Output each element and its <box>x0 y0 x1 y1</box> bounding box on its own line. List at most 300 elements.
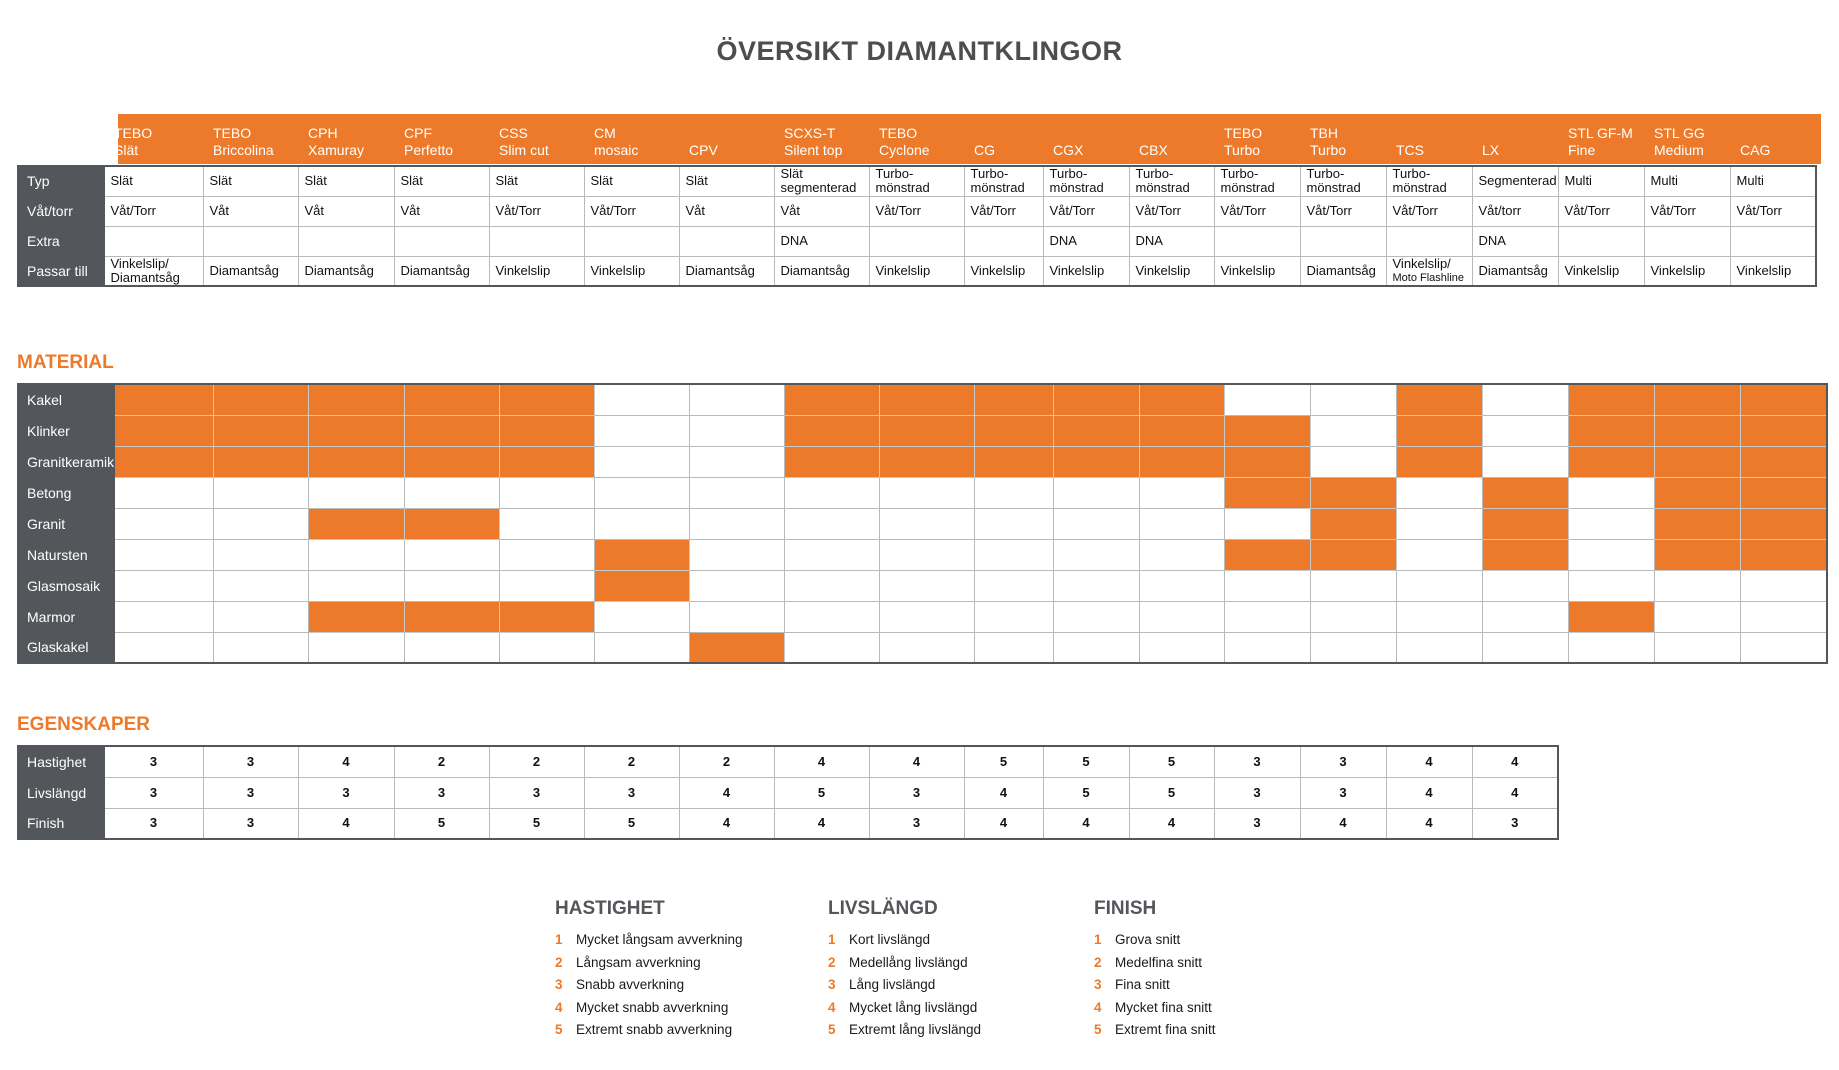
spec-cell <box>584 166 679 196</box>
product-header <box>1396 125 1424 159</box>
rating-cell: 3 <box>584 777 679 808</box>
material-cell-empty <box>595 477 690 508</box>
material-cell-empty <box>1054 601 1140 632</box>
egenskap-row <box>18 777 1558 808</box>
material-cell-empty <box>500 570 595 601</box>
material-row <box>18 477 1827 508</box>
cell-line1: Våt/Torr <box>1564 203 1611 218</box>
egenskaper-table <box>17 745 1559 840</box>
spec-cell <box>394 166 489 196</box>
cell-line1: Vinkelslip <box>875 262 931 278</box>
rating-cell: 3 <box>104 746 203 777</box>
material-cell-empty <box>500 539 595 570</box>
legend-item <box>828 932 981 955</box>
cell-line1: Våt/Torr <box>970 203 1017 218</box>
rating-cell: 3 <box>1214 777 1300 808</box>
material-cell-empty <box>880 570 975 601</box>
spec-cell <box>1043 166 1129 196</box>
material-cell-suitable <box>690 632 785 663</box>
spec-cell <box>869 226 964 256</box>
material-cell-suitable <box>785 384 880 415</box>
spec-cell <box>869 256 964 286</box>
spec-row <box>18 226 1816 256</box>
cell-line1: Våt <box>209 203 230 218</box>
material-cell-empty <box>785 508 880 539</box>
material-cell-suitable <box>1569 384 1655 415</box>
material-cell-empty <box>690 415 785 446</box>
spec-cell <box>489 226 584 256</box>
legend-number: 2 <box>1094 954 1102 970</box>
material-cell-empty <box>1140 508 1225 539</box>
spec-cell <box>964 196 1043 226</box>
material-cell-empty <box>214 508 309 539</box>
spec-cell <box>1472 256 1558 286</box>
product-name-line1: CSS <box>499 125 528 141</box>
material-cell-empty <box>690 601 785 632</box>
legend-item <box>555 955 743 978</box>
material-cell-empty <box>405 477 500 508</box>
material-cell-suitable <box>1655 384 1741 415</box>
material-cell-suitable <box>1225 477 1311 508</box>
spec-cell <box>1214 226 1300 256</box>
legend-number: 5 <box>828 1022 836 1037</box>
material-cell-empty <box>309 477 405 508</box>
row-label: Glasmosaik <box>18 570 115 601</box>
material-cell-suitable <box>1655 508 1741 539</box>
material-cell-suitable <box>975 384 1054 415</box>
cell-line2: mönstrad <box>1306 180 1361 196</box>
product-name-line2: Fine <box>1568 142 1596 158</box>
cell-line2: mönstrad <box>1049 180 1104 196</box>
material-cell-suitable <box>115 446 214 477</box>
rating-cell: 5 <box>964 746 1043 777</box>
legend-title: LIVSLÄNGD <box>828 898 938 919</box>
material-cell-suitable <box>1397 446 1483 477</box>
row-label: Typ <box>18 166 104 196</box>
cell-line1: Turbo- <box>1220 166 1259 182</box>
material-cell-empty <box>975 632 1054 663</box>
material-cell-empty <box>690 570 785 601</box>
material-cell-empty <box>309 632 405 663</box>
cell-line2: mönstrad <box>970 180 1025 196</box>
material-cell-suitable <box>405 601 500 632</box>
material-cell-empty <box>309 539 405 570</box>
cell-line1: Turbo- <box>1306 166 1345 182</box>
product-name-line2: LX <box>1482 142 1500 158</box>
cell-line1: Slät <box>590 173 613 189</box>
material-cell-suitable <box>1655 415 1741 446</box>
spec-cell <box>1558 226 1644 256</box>
material-cell-suitable <box>1741 508 1827 539</box>
legend-item <box>1094 977 1216 1000</box>
rating-cell: 4 <box>679 777 774 808</box>
material-cell-empty <box>880 508 975 539</box>
material-cell-empty <box>1311 601 1397 632</box>
cell-line1: Diamantsåg <box>1478 262 1548 278</box>
product-name-line1 <box>974 125 995 142</box>
legend-hastighet <box>555 898 743 1045</box>
spec-cell <box>1644 196 1730 226</box>
material-cell-suitable <box>1225 415 1311 446</box>
material-cell-empty <box>1569 632 1655 663</box>
material-cell-suitable <box>500 384 595 415</box>
material-cell-empty <box>1483 570 1569 601</box>
rating-cell: 5 <box>1129 777 1214 808</box>
material-table <box>17 383 1828 664</box>
legend-item <box>828 955 981 978</box>
legend-item <box>1094 932 1216 955</box>
row-label: Granitkeramik <box>18 446 115 477</box>
material-row <box>18 446 1827 477</box>
material-cell-empty <box>1483 446 1569 477</box>
legend-number: 4 <box>555 999 563 1015</box>
legend-livslängd <box>828 898 981 1045</box>
spec-cell <box>1472 196 1558 226</box>
product-name-line2: Silent top <box>784 142 843 158</box>
material-cell-suitable <box>1655 539 1741 570</box>
rating-cell: 5 <box>1043 746 1129 777</box>
cell-line1: Våt/torr <box>1478 203 1522 218</box>
spec-cell <box>1386 256 1472 286</box>
product-name-line2: Cyclone <box>879 142 930 158</box>
spec-cell <box>774 256 869 286</box>
material-cell-empty <box>1483 415 1569 446</box>
spec-cell <box>203 256 298 286</box>
material-cell-empty <box>1397 539 1483 570</box>
material-cell-empty <box>975 477 1054 508</box>
rating-cell: 2 <box>584 746 679 777</box>
material-cell-suitable <box>309 601 405 632</box>
material-cell-suitable <box>1397 384 1483 415</box>
material-cell-empty <box>1225 384 1311 415</box>
material-cell-empty <box>1054 477 1140 508</box>
material-cell-empty <box>690 508 785 539</box>
material-cell-empty <box>1311 384 1397 415</box>
material-cell-empty <box>1054 539 1140 570</box>
material-cell-empty <box>1311 570 1397 601</box>
cell-line1: Multi <box>1564 173 1592 189</box>
product-name-line1 <box>1482 125 1499 142</box>
material-cell-empty <box>880 632 975 663</box>
spec-cell <box>1644 226 1730 256</box>
material-row <box>18 415 1827 446</box>
material-cell-empty <box>500 632 595 663</box>
material-cell-suitable <box>785 415 880 446</box>
material-cell-empty <box>690 539 785 570</box>
rating-cell: 3 <box>1214 808 1300 839</box>
material-cell-empty <box>1225 601 1311 632</box>
material-cell-suitable <box>1054 415 1140 446</box>
product-name-line1: CM <box>594 125 616 141</box>
material-cell-empty <box>115 508 214 539</box>
rating-cell: 3 <box>1472 808 1558 839</box>
cell-line1: Vinkelslip/ <box>110 256 169 271</box>
cell-line1: Multi <box>1650 173 1678 189</box>
cell-line2: mönstrad <box>1392 180 1447 196</box>
rating-cell: 4 <box>1300 808 1386 839</box>
rating-cell: 2 <box>679 746 774 777</box>
product-header <box>974 125 995 159</box>
spec-cell <box>1558 256 1644 286</box>
rating-cell: 3 <box>1214 746 1300 777</box>
material-cell-empty <box>1397 632 1483 663</box>
spec-cell <box>1300 166 1386 196</box>
material-cell-suitable <box>1655 477 1741 508</box>
material-cell-suitable <box>214 446 309 477</box>
rating-cell: 3 <box>489 777 584 808</box>
spec-cell <box>394 196 489 226</box>
rating-cell: 4 <box>1386 777 1472 808</box>
material-cell-empty <box>975 508 1054 539</box>
rating-cell: 5 <box>1043 777 1129 808</box>
cell-line1: Våt <box>400 203 421 218</box>
material-cell-empty <box>785 601 880 632</box>
material-cell-empty <box>115 632 214 663</box>
legend-number: 5 <box>555 1022 563 1037</box>
rating-cell: 4 <box>964 777 1043 808</box>
material-cell-suitable <box>1225 539 1311 570</box>
material-cell-empty <box>785 632 880 663</box>
cell-line1: Multi <box>1736 173 1764 189</box>
cell-line1: Diamantsåg <box>780 262 850 278</box>
material-cell-suitable <box>1483 539 1569 570</box>
product-header-band <box>118 114 1821 164</box>
rating-cell: 5 <box>394 808 489 839</box>
spec-cell <box>1214 256 1300 286</box>
cell-line1: Vinkelslip <box>1220 262 1276 278</box>
spec-cell <box>1386 196 1472 226</box>
material-cell-empty <box>975 601 1054 632</box>
material-cell-empty <box>1397 477 1483 508</box>
legend-number: 5 <box>1094 1022 1102 1037</box>
material-cell-suitable <box>975 446 1054 477</box>
rating-cell: 4 <box>869 746 964 777</box>
material-cell-empty <box>880 539 975 570</box>
cell-line2: mönstrad <box>1135 180 1190 196</box>
material-cell-empty <box>975 570 1054 601</box>
legend-number: 1 <box>1094 932 1102 947</box>
rating-cell: 5 <box>584 808 679 839</box>
legend-number: 3 <box>828 977 836 992</box>
cell-line1: Våt/Torr <box>1220 203 1267 218</box>
spec-cell <box>679 226 774 256</box>
spec-cell <box>964 256 1043 286</box>
row-label: Klinker <box>18 415 115 446</box>
row-label: Granit <box>18 508 115 539</box>
egenskaper-section-title: EGENSKAPER <box>17 714 151 735</box>
material-cell-empty <box>1655 632 1741 663</box>
rating-cell: 3 <box>869 808 964 839</box>
spec-cell <box>1730 166 1816 196</box>
egenskap-row <box>18 808 1558 839</box>
rating-cell: 4 <box>1386 808 1472 839</box>
spec-row <box>18 256 1816 286</box>
rating-cell: 5 <box>774 777 869 808</box>
material-cell-suitable <box>1054 446 1140 477</box>
material-cell-suitable <box>1483 477 1569 508</box>
egenskap-row <box>18 746 1558 777</box>
product-header <box>784 125 842 159</box>
spec-row <box>18 166 1816 196</box>
material-cell-suitable <box>595 539 690 570</box>
product-header <box>1224 125 1262 159</box>
material-cell-suitable <box>214 384 309 415</box>
material-cell-empty <box>1397 508 1483 539</box>
legend-text: Snabb avverkning <box>576 977 685 992</box>
cell-line1: Vinkelslip <box>1736 262 1792 278</box>
cell-line1: Våt <box>304 203 325 218</box>
spec-cell <box>1300 226 1386 256</box>
material-row <box>18 601 1827 632</box>
rating-cell: 2 <box>394 746 489 777</box>
spec-cell <box>489 196 584 226</box>
material-cell-empty <box>214 632 309 663</box>
product-name-line2: Turbo <box>1224 142 1261 158</box>
product-header <box>1053 125 1083 159</box>
legend-text: Grova snitt <box>1115 932 1181 947</box>
row-label: Extra <box>18 226 104 256</box>
legend-text: Mycket fina snitt <box>1115 999 1212 1015</box>
material-cell-empty <box>880 477 975 508</box>
spec-cell <box>1214 196 1300 226</box>
cell-line1: Vinkelslip <box>495 262 551 278</box>
material-cell-suitable <box>115 384 214 415</box>
spec-cell <box>1730 196 1816 226</box>
material-cell-suitable <box>1483 508 1569 539</box>
material-cell-suitable <box>1655 446 1741 477</box>
cell-line1: Turbo- <box>1135 166 1174 182</box>
spec-cell <box>1129 256 1214 286</box>
rating-cell: 3 <box>869 777 964 808</box>
cell-line1: Slät <box>495 173 518 189</box>
cell-line1: Turbo- <box>970 166 1009 182</box>
spec-cell <box>584 256 679 286</box>
row-label: Marmor <box>18 601 115 632</box>
material-cell-empty <box>1054 632 1140 663</box>
cell-line1: DNA <box>1478 233 1506 248</box>
cell-line2: mönstrad <box>1220 180 1275 196</box>
material-cell-empty <box>214 477 309 508</box>
material-cell-empty <box>1569 539 1655 570</box>
cell-line1: DNA <box>780 233 808 248</box>
spec-cell <box>1043 196 1129 226</box>
cell-line1: DNA <box>1135 233 1163 248</box>
material-cell-suitable <box>880 415 975 446</box>
cell-line1: Våt/Torr <box>1392 203 1439 218</box>
material-cell-suitable <box>880 446 975 477</box>
spec-cell <box>1129 196 1214 226</box>
legend-item <box>828 1000 981 1023</box>
product-name-line2: Slät <box>114 142 139 158</box>
rating-cell: 4 <box>964 808 1043 839</box>
material-cell-empty <box>1397 601 1483 632</box>
spec-cell <box>774 196 869 226</box>
legend-number: 4 <box>1094 999 1102 1015</box>
spec-cell <box>203 166 298 196</box>
material-cell-empty <box>309 570 405 601</box>
spec-cell <box>1300 256 1386 286</box>
spec-row <box>18 196 1816 226</box>
product-name-line2: CAG <box>1740 142 1771 158</box>
rating-cell: 3 <box>203 746 298 777</box>
cell-line1: Slät <box>780 166 803 182</box>
legend-item <box>555 977 743 1000</box>
product-name-line2: Slim cut <box>499 142 549 158</box>
material-cell-empty <box>115 570 214 601</box>
cell-line1: Turbo- <box>1049 166 1088 182</box>
material-cell-empty <box>1140 477 1225 508</box>
material-cell-empty <box>1140 632 1225 663</box>
row-label: Hastighet <box>18 746 104 777</box>
cell-line1: Våt <box>780 203 801 218</box>
product-header <box>1310 125 1346 159</box>
spec-cell <box>104 166 203 196</box>
cell-line1: Diamantsåg <box>1306 262 1376 278</box>
material-cell-suitable <box>405 508 500 539</box>
material-cell-empty <box>690 384 785 415</box>
spec-cell <box>298 256 394 286</box>
cell-line1: Slät <box>304 173 327 189</box>
row-label: Passar till <box>18 256 104 286</box>
product-name-line1: TEBO <box>1224 125 1263 141</box>
material-cell-empty <box>1741 570 1827 601</box>
legend-number: 1 <box>828 932 836 947</box>
material-cell-suitable <box>309 508 405 539</box>
product-header <box>1654 125 1705 159</box>
spec-cell <box>679 196 774 226</box>
material-cell-empty <box>595 632 690 663</box>
spec-cell <box>104 196 203 226</box>
spec-cell <box>584 196 679 226</box>
product-name-line1: STL GG <box>1654 125 1705 141</box>
cell-line1: Våt/Torr <box>1650 203 1697 218</box>
material-cell-empty <box>1225 632 1311 663</box>
product-name-line2: CG <box>974 142 995 158</box>
material-cell-suitable <box>1311 508 1397 539</box>
spec-cell <box>584 226 679 256</box>
material-cell-empty <box>975 539 1054 570</box>
rating-cell: 4 <box>1472 777 1558 808</box>
legend-title: FINISH <box>1094 898 1157 919</box>
spec-cell <box>489 166 584 196</box>
material-cell-empty <box>214 570 309 601</box>
product-name-line2: CBX <box>1139 142 1168 158</box>
cell-line1: Diamantsåg <box>209 262 279 278</box>
cell-line1: Våt <box>685 203 706 218</box>
product-name-line2: Perfetto <box>404 142 454 158</box>
spec-cell <box>1386 226 1472 256</box>
material-cell-empty <box>1483 601 1569 632</box>
material-cell-empty <box>1655 570 1741 601</box>
material-cell-suitable <box>1140 384 1225 415</box>
material-cell-suitable <box>1569 601 1655 632</box>
material-cell-empty <box>115 601 214 632</box>
row-label: Våt/torr <box>18 196 104 226</box>
product-name-line1: TEBO <box>879 125 918 141</box>
spec-cell <box>298 196 394 226</box>
legend-item <box>828 1022 981 1045</box>
material-cell-empty <box>785 539 880 570</box>
legend-number: 2 <box>555 954 563 970</box>
row-label: Glaskakel <box>18 632 115 663</box>
product-header <box>404 125 453 159</box>
material-cell-suitable <box>785 446 880 477</box>
material-cell-suitable <box>500 415 595 446</box>
material-cell-empty <box>1741 632 1827 663</box>
material-cell-suitable <box>595 570 690 601</box>
spec-table <box>17 165 1817 287</box>
product-name-line2: CPV <box>689 142 718 158</box>
